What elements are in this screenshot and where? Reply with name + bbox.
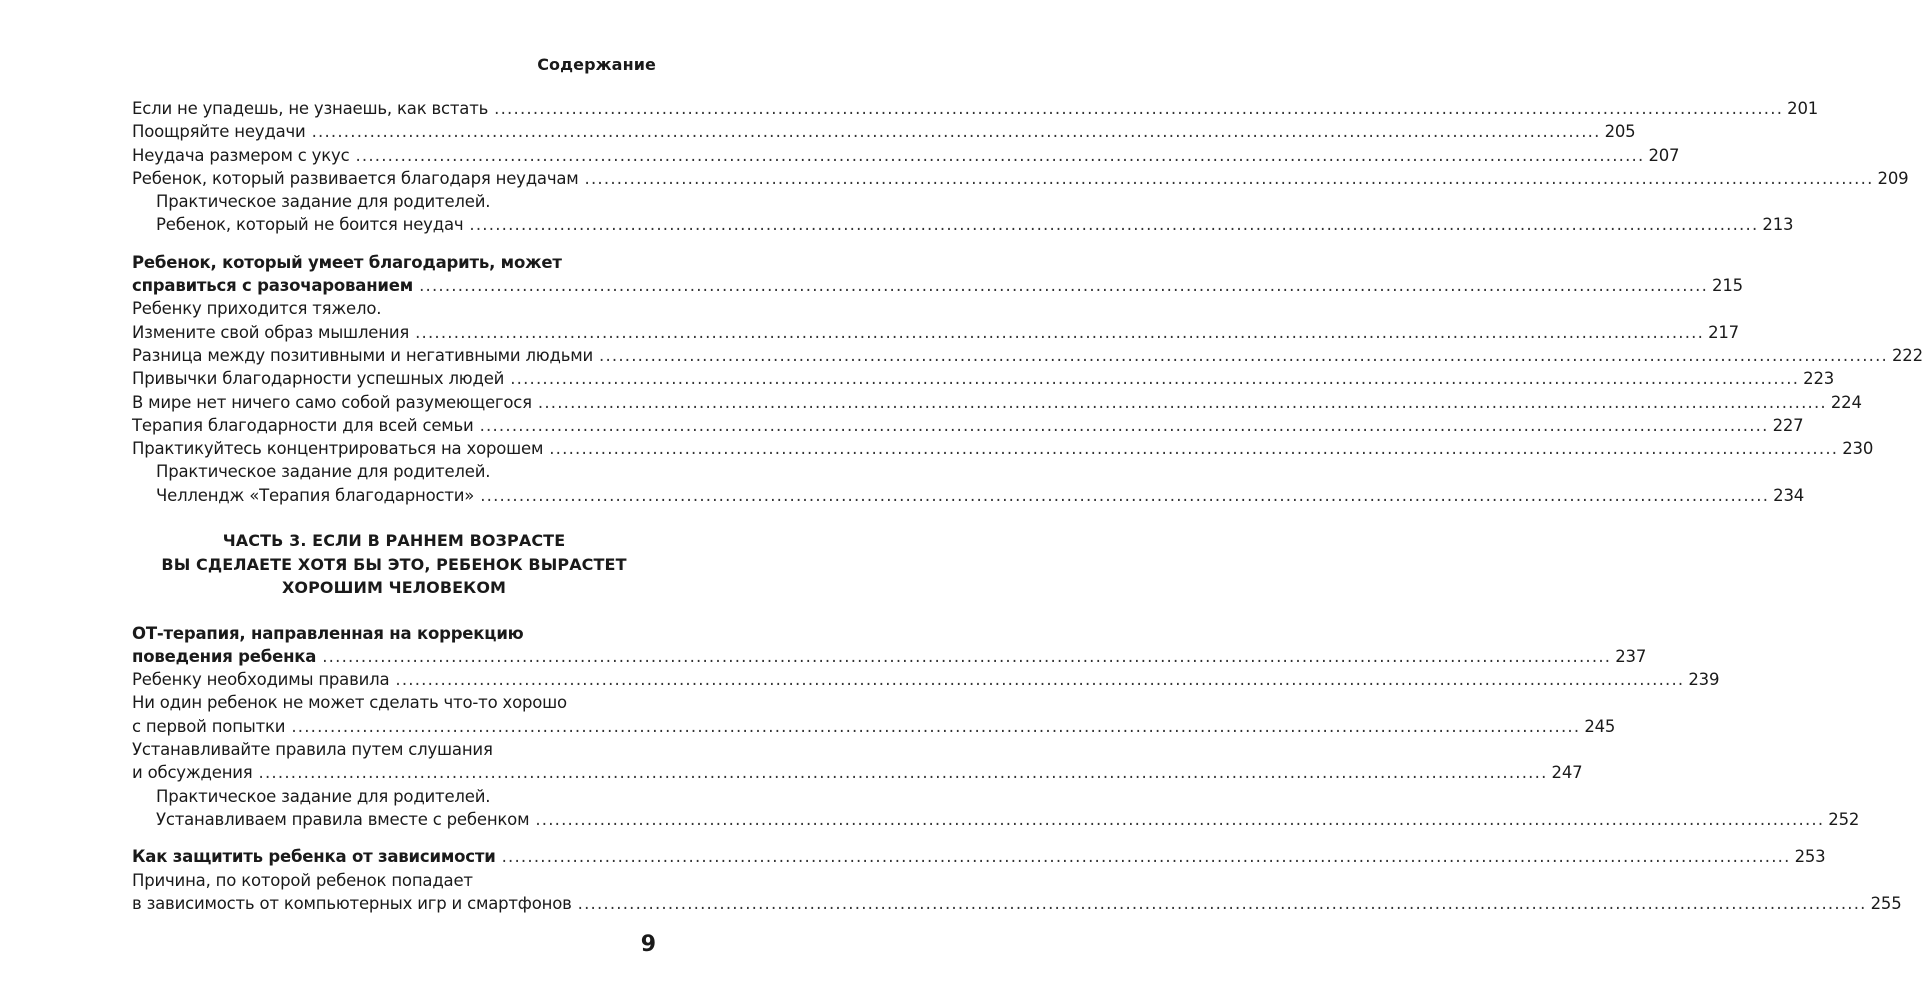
toc-line: Ребенку приходится тяжело.: [132, 299, 382, 319]
toc-entry[interactable]: [132, 367, 1835, 390]
toc-entry-title: Челлендж «Терапия благодарности»: [156, 485, 475, 505]
leader-dots: ........................................................................................................................................................................................................: [469, 215, 1759, 235]
toc-entry-page: 201: [1787, 99, 1819, 118]
toc-entry-title: Неудача размером с укус: [132, 145, 350, 165]
section-heading: ОТ-терапия, направленная на коррекцию: [132, 623, 524, 643]
toc-entry[interactable]: [132, 321, 1739, 344]
toc-entry-title: и обсуждения: [132, 763, 253, 783]
table-of-contents: [132, 97, 1923, 915]
section-heading: справиться с разочарованием: [132, 276, 414, 296]
toc-entry[interactable]: [132, 344, 1923, 367]
leader-dots: ........................................................................................................................................................................................................: [577, 893, 1867, 913]
running-header: Содержание: [537, 55, 656, 74]
leader-dots: ........................................................................................................................................................................................................: [510, 369, 1800, 389]
toc-entry-page: 230: [1842, 439, 1874, 459]
toc-entry[interactable]: [132, 120, 1636, 143]
toc-entry[interactable]: [132, 437, 1874, 460]
toc-entry-page: 224: [1830, 392, 1862, 412]
part-heading-line: ВЫ СДЕЛАЕТЕ ХОТЯ БЫ ЭТО, РЕБЕНОК ВЫРАСТЕТ: [161, 554, 627, 574]
toc-entry-title: Ребенку необходимы правила: [132, 670, 390, 690]
toc-entry-page: 234: [1773, 485, 1805, 505]
leader-dots: ........................................................................................................................................................................................................: [479, 415, 1769, 435]
leader-dots: ........................................................................................................................................................................................................: [395, 670, 1685, 690]
leader-dots: ........................................................................................................................................................................................................: [537, 392, 1827, 412]
toc-line: Ни один ребенок не может сделать что-то хорошо: [132, 693, 567, 713]
part-heading-line: ХОРОШИМ ЧЕЛОВЕКОМ: [281, 578, 507, 598]
toc-entry[interactable]: [132, 715, 1616, 738]
toc-line: Причина, по которой ребенок попадает: [132, 870, 473, 890]
toc-entry-page: 215: [1712, 276, 1743, 296]
toc-entry[interactable]: [132, 484, 1805, 507]
toc-entry-title: Если не упадешь, не узнаешь, как встать: [132, 99, 489, 118]
leader-dots: ........................................................................................................................................................................................................: [355, 145, 1645, 165]
leader-dots: ........................................................................................................................................................................................................: [599, 345, 1888, 365]
leader-dots: ........................................................................................................................................................................................................: [494, 99, 1784, 118]
section-heading: Ребенок, который умеет благодарить, может: [132, 252, 562, 272]
toc-entry[interactable]: [132, 144, 1680, 167]
toc-entry-title: Практикуйтесь концентрироваться на хорошем: [132, 439, 544, 459]
toc-entry[interactable]: [132, 213, 1794, 236]
task-line: Практическое задание для родителей.: [156, 786, 491, 806]
leader-dots: ........................................................................................................................................................................................................: [480, 485, 1770, 505]
toc-entry[interactable]: [132, 761, 1583, 784]
toc-entry[interactable]: [132, 97, 1819, 120]
page-number: 9: [640, 932, 656, 957]
toc-entry-page: 237: [1615, 646, 1647, 666]
leader-dots: ........................................................................................................................................................................................................: [322, 646, 1612, 666]
leader-dots: ........................................................................................................................................................................................................: [258, 763, 1548, 783]
task-line: Практическое задание для родителей.: [156, 462, 491, 482]
part-heading: [132, 529, 656, 600]
leader-dots: ........................................................................................................................................................................................................: [535, 809, 1825, 829]
toc-entry-page: 247: [1551, 763, 1583, 783]
toc-entry-title: В мире нет ничего само собой разумеющегося: [132, 392, 532, 412]
toc-entry-page: 205: [1604, 122, 1636, 142]
toc-entry[interactable]: [132, 892, 1902, 915]
toc-entry[interactable]: [132, 845, 1826, 868]
toc-entry[interactable]: [132, 668, 1720, 691]
toc-entry[interactable]: [132, 391, 1862, 414]
part-heading-line: ЧАСТЬ 3. ЕСЛИ В РАННЕМ ВОЗРАСТЕ: [222, 531, 566, 551]
toc-entry-page: 207: [1648, 145, 1680, 165]
toc-entry-page: 209: [1877, 168, 1909, 188]
toc-entry-title: Разница между позитивными и негативными людьми: [132, 345, 594, 365]
toc-entry-title: Устанавливаем правила вместе с ребенком: [156, 809, 530, 829]
toc-entry[interactable]: [132, 167, 1909, 190]
toc-entry-page: 222: [1892, 345, 1923, 365]
toc-entry-title: Ребенок, который не боится неудач: [156, 215, 464, 235]
toc-entry-page: 253: [1794, 847, 1826, 867]
leader-dots: ........................................................................................................................................................................................................: [549, 439, 1839, 459]
toc-entry-page: 227: [1772, 415, 1804, 435]
task-line: Практическое задание для родителей.: [156, 192, 491, 212]
toc-entry-title: Измените свой образ мышления: [132, 322, 410, 342]
toc-entry-title: Терапия благодарности для всей семьи: [132, 415, 474, 435]
leader-dots: ........................................................................................................................................................................................................: [584, 168, 1874, 188]
toc-entry-page: 255: [1870, 893, 1902, 913]
toc-entry-page: 245: [1584, 716, 1616, 736]
toc-entry-title: с первой попытки: [132, 716, 286, 736]
toc-entry-title: Ребенок, который развивается благодаря неудачам: [132, 168, 579, 188]
toc-entry-title: в зависимость от компьютерных игр и смартфонов: [132, 893, 572, 913]
toc-entry[interactable]: [132, 808, 1860, 831]
toc-entry-page: 223: [1803, 369, 1835, 389]
toc-entry-title: Поощряйте неудачи: [132, 122, 306, 142]
section-heading: Как защитить ребенка от зависимости: [132, 847, 496, 867]
toc-entry-page: 252: [1828, 809, 1860, 829]
toc-entry-page: 239: [1688, 670, 1720, 690]
toc-entry[interactable]: [132, 645, 1647, 668]
leader-dots: ........................................................................................................................................................................................................: [291, 716, 1581, 736]
toc-line: Устанавливайте правила путем слушания: [132, 740, 493, 760]
leader-dots: ........................................................................................................................................................................................................: [501, 847, 1791, 867]
toc-entry[interactable]: [132, 414, 1804, 437]
toc-entry-page: 217: [1708, 322, 1739, 342]
toc-entry[interactable]: [132, 274, 1743, 297]
toc-entry-title: Привычки благодарности успешных людей: [132, 369, 505, 389]
section-heading: поведения ребенка: [132, 646, 317, 666]
leader-dots: ........................................................................................................................................................................................................: [419, 276, 1709, 296]
toc-entry-page: 213: [1762, 215, 1794, 235]
leader-dots: ........................................................................................................................................................................................................: [311, 122, 1601, 142]
leader-dots: ........................................................................................................................................................................................................: [415, 322, 1705, 342]
